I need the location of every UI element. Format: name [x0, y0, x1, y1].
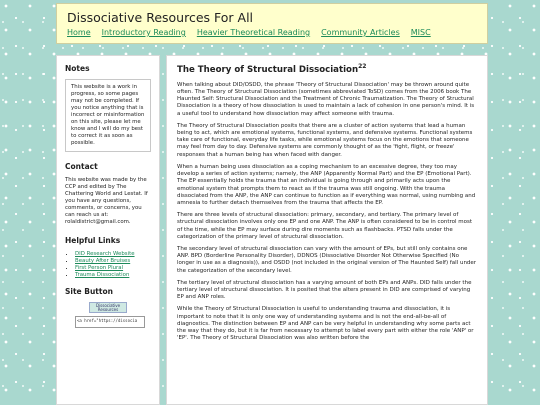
- helpful-links-list: [65, 251, 151, 279]
- footnote-ref[interactable]: 22: [358, 63, 367, 70]
- article-paragraph: There are three levels of structural dissociation: primary, secondary, and tertiary. The primary level of structural dissociation involves only one EP and one ANP. The ANP is often considered to be in control most of the time, while the EP may surface during dire moments such as flashbacks. PTSD falls under the categorization of the primary level of structural dissociation.: [177, 212, 473, 240]
- site-title: Dissociative Resources For All: [67, 10, 254, 25]
- article-paragraph: While the Theory of Structural Dissociation is useful to understanding trauma and dissociation, it is important to note that it is only one way of understanding systems and is not the end-all-be-all of diagnostics. The distinction between EP and ANP can be very helpful in understanding why some parts act the way that they do, but it is far from necessary to attempt to label every part with either the role 'ANP' or 'EP'. The Theory of Structural Dissociation was also written before the: [177, 306, 474, 342]
- link-beauty-after-bruises[interactable]: Beauty After Bruises: [75, 258, 131, 264]
- contact-heading: Contact: [65, 162, 98, 171]
- nav-misc[interactable]: MISC: [410, 28, 431, 37]
- page-frame: [56, 0, 488, 405]
- link-did-research[interactable]: DID Research Website: [75, 251, 135, 257]
- article-paragraph: The tertiary level of structural dissociation has a varying amount of both EPs and ANPs. DID falls under the tertiary level of structural dissociation. It is posited that the alters present in DID are comprised of varying EP and ANP roles.: [177, 279, 472, 301]
- notes-box: This website is a work in progress, so some pages may not be completed. If you notice anything that is incorrect or misinformation on this site, please let me know and I will do my best to correct it as soon as possible.: [65, 79, 151, 152]
- nav-home[interactable]: Home: [67, 28, 91, 37]
- nav-community-articles[interactable]: Community Articles: [321, 28, 400, 37]
- site-header: [56, 3, 488, 44]
- nav-introductory-reading[interactable]: Introductory Reading: [101, 28, 186, 37]
- link-trauma-dissociation[interactable]: Trauma Dissociation: [75, 272, 130, 278]
- sidebar: [56, 55, 160, 405]
- article-paragraph: When talking about DID/OSDD, the phrase 'Theory of Structural Dissociation' may be thrown around quite often. The Theory of Structural Dissociation (sometimes abbreviated ToSD) comes from the 2006 book The Haunted Self: Structural Dissociation and the Treatment of Chronic Traumatization. The Theory of Structural Dissociation is a theory of how dissociation is used to maintain a lack of cohesion in one person's mind. It is a useful tool to understand how dissociation may affect someone with trauma.: [177, 81, 475, 117]
- contact-text: This website was made by the CCP and edited by The Chattering World and Lestat. If you have any questions, comments, or concerns, you can reach us at: rolaldistrict@gmail.com.: [65, 177, 148, 225]
- article-title: [177, 63, 477, 75]
- list-item: [75, 251, 151, 258]
- list-item: [75, 272, 151, 279]
- list-item: [75, 265, 151, 272]
- main-content: [166, 55, 488, 405]
- main-nav: [67, 28, 431, 37]
- site-button-heading: Site Button: [65, 287, 113, 296]
- list-item: [75, 258, 151, 265]
- nav-heavier-theoretical-reading[interactable]: Heavier Theoretical Reading: [196, 28, 311, 37]
- article-paragraph: When a human being uses dissociation as a coping mechanism to an excessive degree, they too may develop a series of action systems; namely, the ANP (Apparently Normal Part) and the EP (Emotional Part). The EP essentially holds the trauma that an individual is going through and primarily acts upon the emotional system that prompts them to react as if the trauma was still ongoing. With the trauma dissociated from the ANP, the ANP can continue to function as if everything was normal, using numbing and amnesia to further detach themselves from the trauma that affects the EP.: [177, 163, 476, 206]
- link-first-person-plural[interactable]: First Person Plural: [75, 265, 124, 271]
- helpful-links-heading: Helpful Links: [65, 236, 121, 245]
- site-button-badge[interactable]: Dissociative Resources: [89, 302, 127, 313]
- article-paragraph: The Theory of Structural Dissociation posits that there are a cluster of action systems that lead a human being to act, which are emotional systems, functional systems, and defensive systems. Functional systems take care of functional, everyday life tasks, while emotional systems focus on the emotions that someone may feel from day to day. Defensive systems are commonly thought of as the 'fight, flight, or freeze' responses that a human being has when faced with danger.: [177, 122, 473, 158]
- site-button-code[interactable]: <a href="https://dissocia: [75, 316, 145, 328]
- article-paragraph: The secondary level of structural dissociation can vary with the amount of EPs, but still only contains one ANP. BPD (Borderline Personality Disorder), DDNOS (Dissociative Disorder Not Otherwise Specified (No longer in use as a diagnosis)), and OSDD (not included in the original version of The Haunted Self) fall under the categorization of the secondary level.: [177, 245, 477, 274]
- notes-heading: Notes: [65, 64, 90, 73]
- article-title-text: The Theory of Structural Dissociation: [177, 64, 359, 75]
